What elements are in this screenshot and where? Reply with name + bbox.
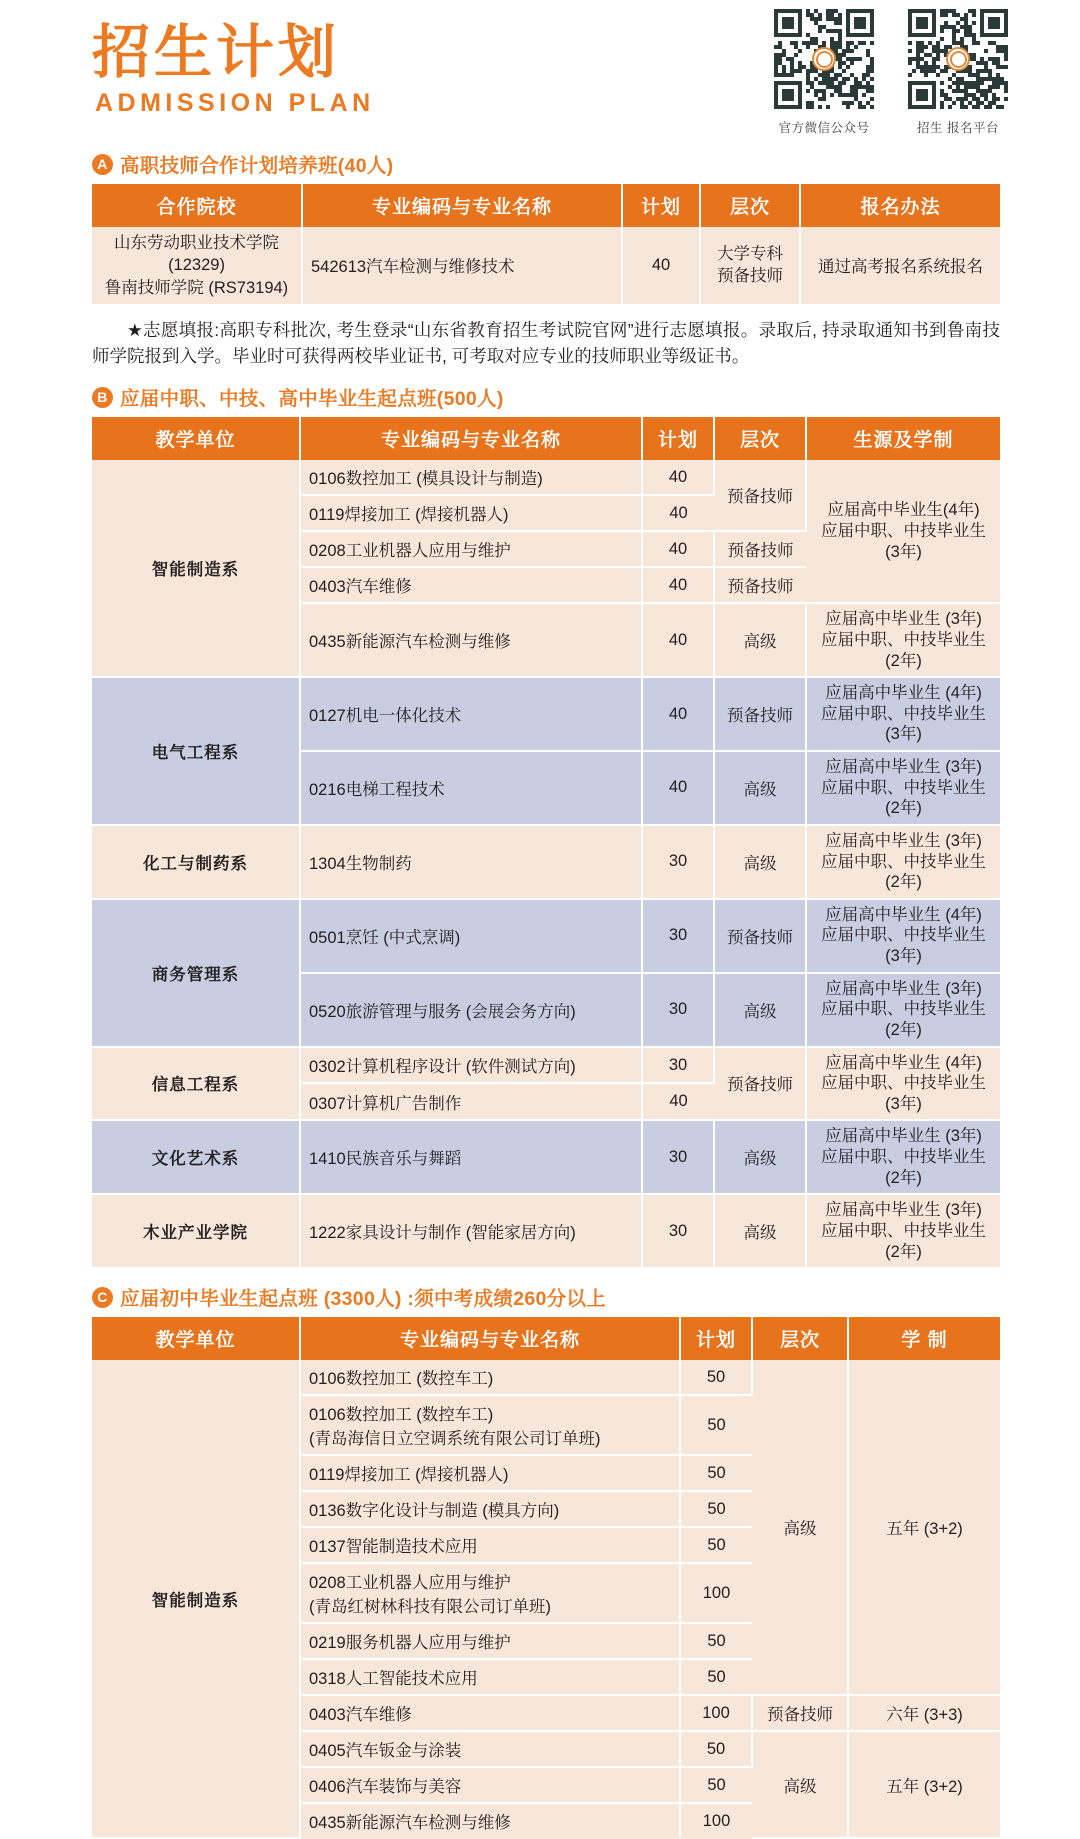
col-header-plan: 计划 [680,1317,752,1360]
cell-major: 0119焊接加工 (焊接机器人) [300,495,642,531]
section-a-title: 高职技师合作计划培养班(40人) [120,155,394,177]
cell-major: 0318人工智能技术应用 [300,1659,680,1695]
col-header-major: 专业编码与专业名称 [302,184,622,227]
cell-school: 山东劳动职业技术学院 (12329) 鲁南技师学院 (RS73194) [92,227,302,304]
col-header-dept: 教学单位 [92,1317,300,1360]
cell-major: 0520旅游管理与服务 (会展会务方向) [300,973,642,1047]
cell-major: 0435新能源汽车检测与维修 [300,1803,680,1838]
cell-source: 应届高中毕业生 (3年) 应届中职、中技毕业生 (2年) [806,973,1000,1047]
cell-dept: 化工与制药系 [92,825,300,899]
section-a-badge: A [92,154,113,175]
cell-plan: 40 [642,1083,714,1120]
col-header-plan: 计划 [622,184,700,227]
cell-plan: 30 [642,1194,714,1267]
cell-dept: 智能制造系 [92,460,300,677]
cell-plan: 50 [680,1659,752,1695]
cell-source: 应届高中毕业生(4年) 应届中职、中技毕业生(3年) [806,460,1000,603]
table-row [92,1360,1000,1395]
cell-source: 应届高中毕业生 (3年) 应届中职、中技毕业生 (2年) [806,751,1000,825]
cell-plan: 40 [642,677,714,751]
cell-level: 高级 [752,1360,848,1695]
cell-plan: 50 [680,1527,752,1563]
cell-major: 1222家具设计与制作 (智能家居方向) [300,1194,642,1267]
cell-dept: 木业产业学院 [92,1194,300,1267]
cell-major: 0208工业机器人应用与维护 (青岛红树林科技有限公司订单班) [300,1563,680,1623]
cell-plan: 40 [642,567,714,603]
cell-plan: 30 [642,825,714,899]
cell-major: 0403汽车维修 [300,567,642,603]
cell-dept: 文化艺术系 [92,1120,300,1194]
table-section-c [92,1317,1000,1839]
cell-major: 0406汽车装饰与美容 [300,1767,680,1803]
cell-level: 预备技师 [714,1047,806,1121]
section-c-heading [92,1283,1080,1311]
cell-plan: 30 [642,1047,714,1084]
cell-major: 0119焊接加工 (焊接机器人) [300,1455,680,1491]
cell-major: 0106数控加工 (数控车工) [300,1360,680,1395]
col-header-dept: 教学单位 [92,417,300,460]
cell-major: 0405汽车钣金与涂装 [300,1731,680,1767]
qr-code-group [774,9,1008,136]
cell-plan: 50 [680,1731,752,1767]
cell-plan: 40 [622,227,700,304]
cell-major: 0501烹饪 (中式烹调) [300,899,642,973]
cell-major: 0216电梯工程技术 [300,751,642,825]
cell-plan: 50 [680,1360,752,1395]
cell-source: 应届高中毕业生 (3年) 应届中职、中技毕业生 (2年) [806,825,1000,899]
cell-level: 预备技师 [714,460,806,531]
qr-code-image [908,9,1008,109]
cell-level: 高级 [752,1731,848,1838]
table-row [92,1194,1000,1267]
cell-plan: 50 [680,1767,752,1803]
table-row [92,825,1000,899]
cell-plan: 30 [642,899,714,973]
col-header-school: 合作院校 [92,184,302,227]
cell-source: 应届高中毕业生 (3年) 应届中职、中技毕业生 (2年) [806,1120,1000,1194]
cell-dept: 智能制造系 [92,1360,300,1838]
title-block [92,18,375,118]
cell-plan: 30 [642,1120,714,1194]
cell-source: 应届高中毕业生 (4年) 应届中职、中技毕业生 (3年) [806,1047,1000,1121]
section-b-title: 应届中职、中技、高中毕业生起点班(500人) [120,388,504,411]
page-subtitle: ADMISSION PLAN [95,88,375,117]
qr-center-logo-icon [946,47,970,71]
cell-level: 高级 [714,825,806,899]
cell-term: 五年 (3+2) [848,1731,1000,1838]
qr-caption: 招生 报名平台 [917,121,999,135]
qr-code-wechat[interactable] [774,9,874,136]
col-header-source: 生源及学制 [806,417,1000,460]
cell-level: 高级 [714,751,806,825]
cell-major: 542613汽车检测与维修技术 [302,227,622,304]
table-row [92,227,1000,304]
cell-dept: 电气工程系 [92,677,300,825]
cell-level: 预备技师 [714,899,806,973]
cell-level: 预备技师 [752,1695,848,1731]
cell-source: 应届高中毕业生 (4年) 应届中职、中技毕业生 (3年) [806,677,1000,751]
qr-code-image [774,9,874,109]
cell-dept: 信息工程系 [92,1047,300,1121]
cell-plan: 50 [680,1491,752,1527]
col-header-major: 专业编码与专业名称 [300,417,642,460]
cell-major: 0435新能源汽车检测与维修 [300,603,642,677]
cell-plan: 40 [642,531,714,567]
cell-plan: 50 [680,1455,752,1491]
cell-source: 应届高中毕业生 (4年) 应届中职、中技毕业生 (3年) [806,899,1000,973]
cell-source: 应届高中毕业生 (3年) 应届中职、中技毕业生 (2年) [821,1201,986,1261]
cell-major: 0219服务机器人应用与维护 [300,1623,680,1659]
cell-major: 0307计算机广告制作 [300,1083,642,1120]
col-header-level: 层次 [700,184,800,227]
col-header-level: 层次 [714,417,806,460]
cell-level: 高级 [714,1194,806,1267]
cell-plan: 40 [642,603,714,677]
section-b-badge: B [92,387,113,408]
section-c-title: 应届初中毕业生起点班 (3300人) :须中考成绩260分以上 [120,1288,607,1311]
qr-code-enrollment[interactable] [908,9,1008,136]
table-row [92,899,1000,973]
table-section-a [92,184,1000,304]
cell-plan: 40 [642,460,714,495]
cell-level: 预备技师 [714,677,806,751]
cell-plan: 30 [642,973,714,1047]
table-row [92,460,1000,495]
qr-center-logo-icon [812,47,836,71]
cell-plan: 50 [680,1395,752,1455]
cell-major: 0208工业机器人应用与维护 [300,531,642,567]
cell-level: 高级 [714,603,806,677]
table-body-b [92,460,1000,1267]
cell-plan: 100 [680,1695,752,1731]
table-header-row [92,417,1000,460]
cell-level: 大学专科 预备技师 [700,227,800,304]
col-header-method: 报名办法 [800,184,1000,227]
cell-major: 1304生物制药 [300,825,642,899]
cell-term: 六年 (3+3) [848,1695,1000,1731]
col-header-term: 学 制 [848,1317,1000,1360]
col-header-level: 层次 [752,1317,848,1360]
cell-plan: 40 [642,751,714,825]
cell-major: 0106数控加工 (模具设计与制造) [300,460,642,495]
table-header-row [92,1317,1000,1360]
cell-dept: 商务管理系 [92,899,300,1047]
cell-level: 预备技师 [714,567,806,603]
section-b-heading [92,383,1080,411]
cell-major: 0137智能制造技术应用 [300,1527,680,1563]
cell-plan: 100 [702,1811,731,1830]
cell-plan: 40 [642,495,714,531]
cell-major: 1410民族音乐与舞蹈 [300,1120,642,1194]
cell-level: 预备技师 [714,531,806,567]
cell-method: 通过高考报名系统报名 [818,258,983,277]
cell-level: 高级 [714,973,806,1047]
col-header-major: 专业编码与专业名称 [300,1317,680,1360]
qr-caption: 官方微信公众号 [778,121,870,135]
table-header-row [92,184,1000,227]
cell-plan: 50 [680,1623,752,1659]
page-title: 招生计划 [92,18,341,86]
table-row [92,1120,1000,1194]
table-section-b [92,417,1000,1267]
table-body-c [92,1360,1000,1838]
cell-major: 0302计算机程序设计 (软件测试方向) [300,1047,642,1084]
cell-source: 应届高中毕业生 (3年) 应届中职、中技毕业生 (2年) [806,603,1000,677]
page-header [0,0,1080,150]
cell-level: 高级 [714,1120,806,1194]
cell-major: 0127机电一体化技术 [300,677,642,751]
cell-major: 0136数字化设计与制造 (模具方向) [300,1491,680,1527]
cell-plan: 100 [680,1563,752,1623]
section-a-heading [92,150,1080,178]
col-header-plan: 计划 [642,417,714,460]
section-c-badge: C [92,1287,113,1308]
cell-major: 0403汽车维修 [300,1695,680,1731]
cell-major: 0106数控加工 (数控车工) (青岛海信日立空调系统有限公司订单班) [300,1395,680,1455]
table-row [92,1047,1000,1084]
cell-term: 五年 (3+2) [848,1360,1000,1695]
table-row [92,677,1000,751]
section-a-note: ★志愿填报:高职专科批次, 考生登录“山东省教育招生考试院官网”进行志愿填报。录取后, 持录取通知书到鲁南技师学院报到入学。毕业时可获得两校毕业证书, 可考取对应专业的技师职业等级证书。 [92,319,1000,367]
